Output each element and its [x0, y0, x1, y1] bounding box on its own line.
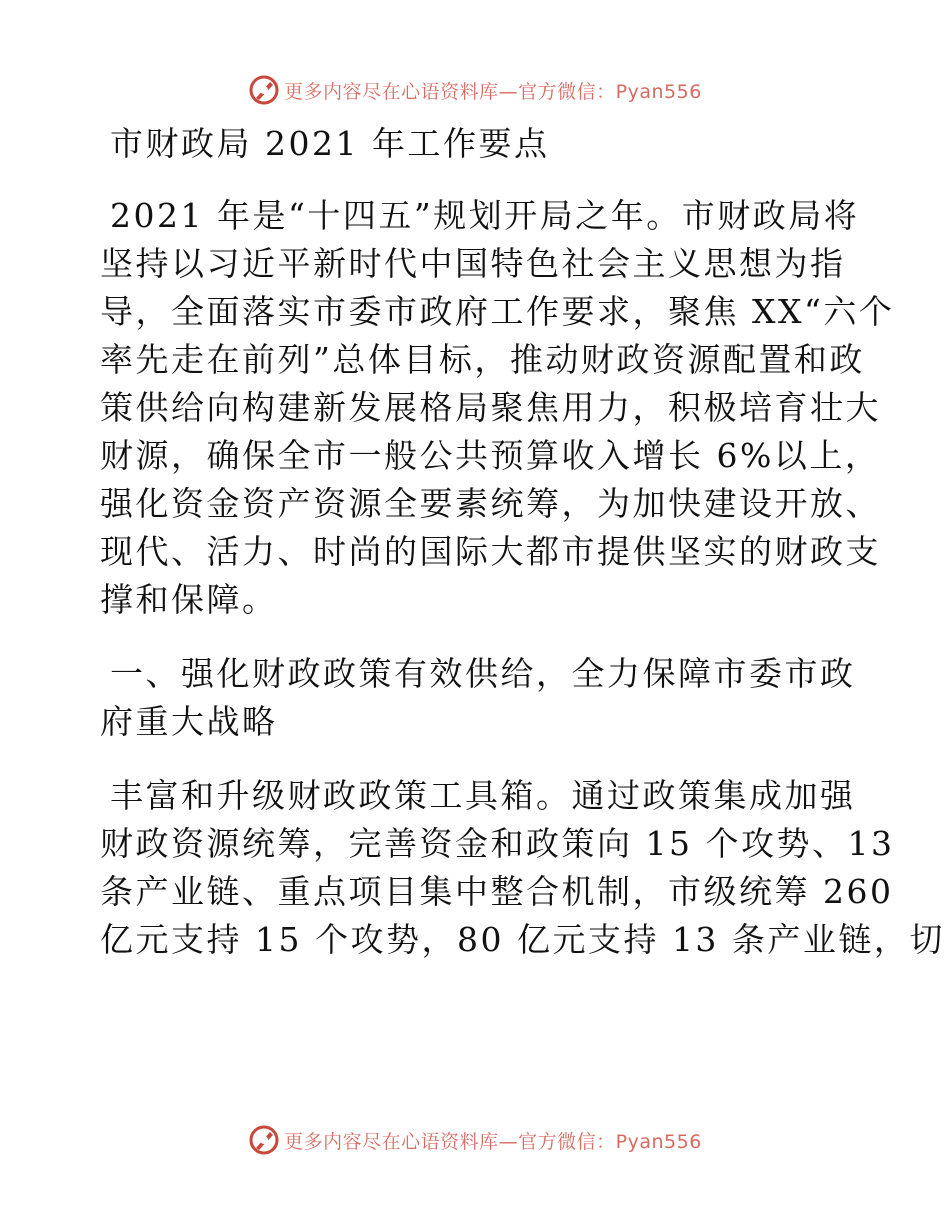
header-watermark [0, 72, 950, 108]
text-line: 现代、活力、时尚的国际大都市提供坚实的财政支 [100, 532, 881, 571]
text-line: 丰富和升级财政政策工具箱。通过政策集成加强 [110, 776, 856, 815]
text-line: 强化资金资产资源全要素统筹，为加快建设开放、 [100, 484, 881, 523]
watermark-text: 更多内容尽在心语资料库—官方微信：Pyan556 [284, 1130, 702, 1153]
watermark-text: 更多内容尽在心语资料库—官方微信：Pyan556 [284, 80, 702, 103]
logo-icon [248, 1124, 280, 1156]
text-line: 率先走在前列”总体目标，推动财政资源配置和政 [100, 340, 865, 379]
document-body [100, 120, 945, 964]
text-line: 导，全面落实市委市政府工作要求，聚焦 XX“六个 [100, 292, 895, 331]
document-title: 市财政局 2021 年工作要点 [110, 124, 550, 163]
text-line: 亿元支持 15 个攻势，80 亿元支持 13 条产业链，切 [100, 920, 945, 959]
text-line: 撑和保障。 [100, 580, 278, 619]
text-line: 财政资源统筹，完善资金和政策向 15 个攻势、13 [100, 824, 895, 863]
text-line: 条产业链、重点项目集中整合机制，市级统筹 260 [100, 872, 894, 911]
paragraph-intro [100, 192, 895, 624]
text-line: 2021 年是“十四五”规划开局之年。市财政局将 [110, 196, 860, 235]
paragraph-policy [100, 772, 945, 964]
section-heading [100, 650, 860, 746]
text-line: 财源，确保全市一般公共预算收入增长 6%以上， [100, 436, 881, 475]
heading-line: 府重大战略 [100, 702, 278, 741]
text-line: 策供给向构建新发展格局聚焦用力，积极培育壮大 [100, 388, 881, 427]
heading-line: 一、强化财政政策有效供给，全力保障市委市政 [110, 654, 856, 693]
logo-icon [248, 74, 280, 106]
text-line: 坚持以习近平新时代中国特色社会主义思想为指 [100, 244, 846, 283]
footer-watermark [0, 1122, 950, 1158]
